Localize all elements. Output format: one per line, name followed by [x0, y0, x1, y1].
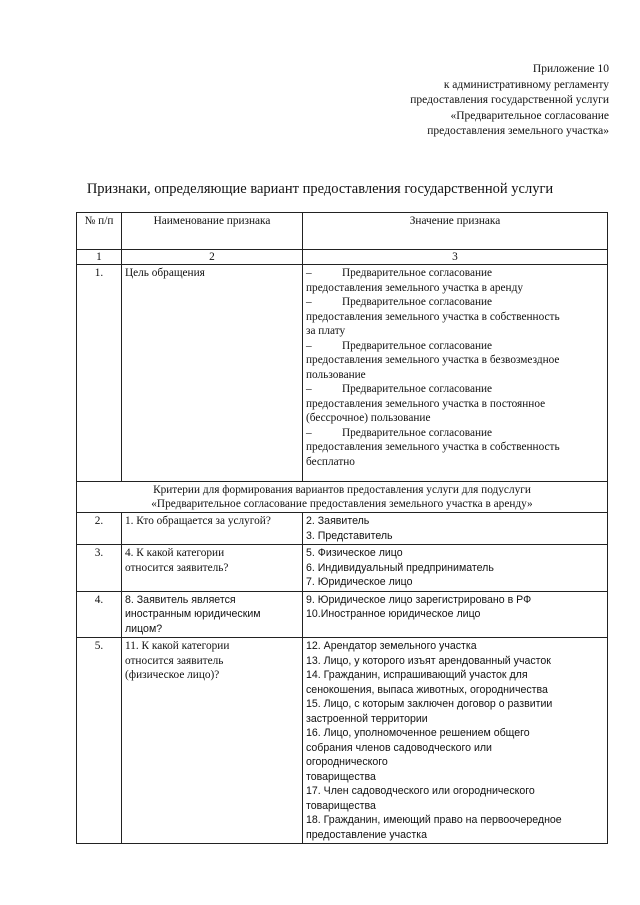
appendix-line: к административному регламенту: [443, 78, 609, 91]
value-line: предоставление участка: [306, 828, 427, 841]
option-line: предоставления земельного участка в собственность: [306, 310, 560, 323]
row-name: [122, 513, 303, 545]
name-line: 11. К какой категории: [125, 640, 230, 652]
table-row: [77, 265, 608, 482]
table-index-row: [77, 250, 608, 265]
appendix-header: [309, 62, 609, 140]
row-num: 1.: [77, 265, 122, 482]
dash-marker: –: [306, 426, 312, 439]
purpose-option: [306, 266, 604, 295]
criteria-table: [76, 212, 608, 844]
name-line: иностранным юридическим: [125, 608, 261, 620]
option-line: (бессрочное) пользование: [306, 412, 431, 424]
option-first-line: Предварительное согласование: [342, 296, 493, 308]
value-line: 3. Представитель: [306, 529, 393, 542]
option-first-line: Предварительное согласование: [342, 267, 493, 279]
value-line: 13. Лицо, у которого изъят арендованный участок: [306, 654, 551, 667]
criteria-line: Критерии для формирования вариантов предоставления услуги для подуслуги: [153, 484, 531, 496]
value-line: 2. Заявитель: [306, 515, 370, 527]
option-first-line: Предварительное согласование: [342, 339, 493, 352]
value-line: 14. Гражданин, испрашивающий участок для: [306, 669, 528, 681]
value-line: 12. Арендатор земельного участка: [306, 640, 477, 652]
name-line: лицом?: [125, 622, 163, 635]
option-line: бесплатно: [306, 455, 355, 468]
appendix-line: предоставления земельного участка»: [427, 125, 609, 137]
table-header-row: [77, 213, 608, 250]
name-line: (физическое лицо)?: [125, 669, 220, 681]
document-title: Признаки, определяющие вариант предоставления государственной услуги: [86, 181, 554, 197]
value-line: 15. Лицо, с которым заключен договор о развитии: [306, 698, 553, 710]
option-line: пользование: [306, 368, 366, 381]
dash-marker: –: [306, 383, 312, 395]
value-line: огороднического: [306, 756, 388, 768]
criteria-line: «Предварительное согласование предоставления земельного участка в аренду»: [151, 498, 533, 510]
row-values: [303, 265, 608, 482]
name-line: 8. Заявитель является: [125, 593, 236, 606]
row-name: [122, 545, 303, 592]
purpose-option: [306, 382, 604, 426]
option-first-line: Предварительное согласование: [342, 383, 493, 395]
appendix-line: «Предварительное согласование: [450, 109, 609, 122]
appendix-line: предоставления государственной услуги: [410, 94, 609, 106]
table-row: [77, 591, 608, 638]
row-values: [303, 591, 608, 638]
appendix-line: Приложение 10: [532, 63, 609, 75]
criteria-heading: [77, 482, 608, 513]
name-line: 1. Кто обращается за услугой?: [125, 515, 271, 527]
value-line: товарищества: [306, 799, 376, 812]
value-line: товарищества: [306, 770, 376, 783]
dash-marker: –: [306, 339, 312, 352]
value-line: 18. Гражданин, имеющий право на первоочередное: [306, 814, 562, 826]
purpose-option: [306, 295, 604, 339]
value-line: 16. Лицо, уполномоченное решением общего: [306, 727, 530, 739]
row-num: 3.: [77, 545, 122, 592]
option-line: за плату: [306, 325, 346, 337]
row-values: [303, 545, 608, 592]
table-row: [77, 545, 608, 592]
name-line: 4. К какой категории: [125, 547, 225, 559]
dash-marker: –: [306, 296, 312, 308]
row-num: 2.: [77, 513, 122, 545]
option-line: предоставления земельного участка в аренду: [306, 281, 523, 294]
index-cell: 1: [77, 250, 122, 265]
value-line: 17. Член садоводческого или огороднического: [306, 785, 535, 797]
row-num: 5.: [77, 638, 122, 844]
value-line: застроенной территории: [306, 712, 428, 725]
criteria-heading-row: [77, 482, 608, 513]
table-row: [77, 513, 608, 545]
option-line: предоставления земельного участка в безвозмездное: [306, 354, 560, 366]
value-line: сенокошения, выпаса животных, огородничества: [306, 683, 548, 696]
row-num: 4.: [77, 591, 122, 638]
option-line: предоставления земельного участка в постоянное: [306, 397, 546, 410]
name-line: относится заявитель: [125, 654, 224, 667]
table-row: [77, 638, 608, 844]
row-name: [122, 638, 303, 844]
row-name: [122, 591, 303, 638]
value-line: 10.Иностранное юридическое лицо: [306, 608, 481, 620]
row-values: [303, 513, 608, 545]
dash-marker: –: [306, 267, 312, 279]
header-value: Значение признака: [303, 213, 608, 250]
value-line: 5. Физическое лицо: [306, 547, 403, 559]
row-name: Цель обращения: [122, 265, 303, 482]
purpose-option: [306, 426, 604, 470]
header-num: № п/п: [77, 213, 122, 250]
option-line: предоставления земельного участка в собственность: [306, 441, 560, 453]
index-cell: 2: [122, 250, 303, 265]
value-line: собрания членов садоводческого или: [306, 741, 492, 754]
purpose-option: [306, 339, 604, 383]
index-cell: 3: [303, 250, 608, 265]
value-line: 6. Индивидуальный предприниматель: [306, 561, 494, 574]
header-name: Наименование признака: [122, 213, 303, 250]
option-first-line: Предварительное согласование: [342, 426, 493, 439]
value-line: 7. Юридическое лицо: [306, 576, 413, 588]
name-line: относится заявитель?: [125, 561, 229, 574]
row-values: [303, 638, 608, 844]
value-line: 9. Юридическое лицо зарегистрировано в РФ: [306, 593, 532, 606]
